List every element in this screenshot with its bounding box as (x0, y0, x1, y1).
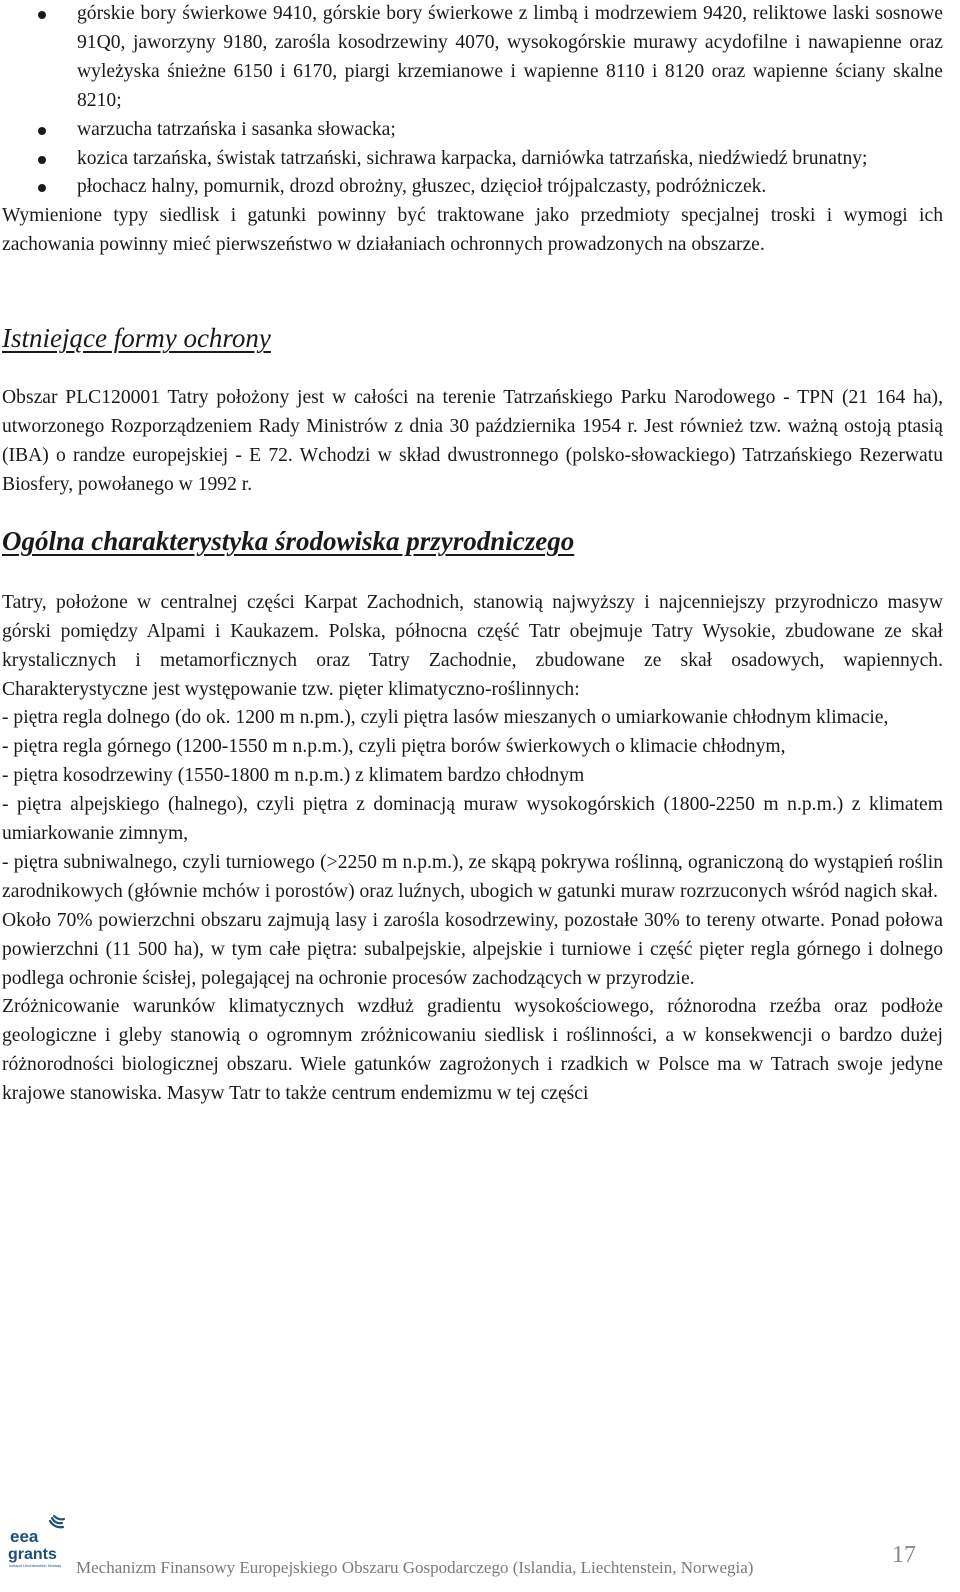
diversity-paragraph: Zróżnicowanie warunków klimatycznych wzdłuż gradientu wysokościowego, różnorodna rzeźba oraz podłoże geologiczne i gleby stanowią o ogromnym zróżnicowaniu siedlisk i roślinności, a w konsekwencji o bardzo dużej różnorodności biologicznej obszaru. Wiele gatunków zagrożonych i rzadkich w Polsce ma w Tatrach swoje jedyne krajowe stanowiska. Masyw Tatr to także centrum endemizmu w tej części (2, 996, 943, 1105)
svg-text:grants: grants (8, 1546, 57, 1563)
eea-grants-logo (8, 1514, 68, 1570)
bullet-icon (38, 184, 46, 192)
list-item (2, 173, 943, 202)
section-heading-protection-forms: Istniejące formy ochrony (2, 323, 271, 354)
list-item (2, 145, 943, 174)
forest-coverage-paragraph: Około 70% powierzchni obszaru zajmują lasy i zarośla kosodrzewiny, pozostałe 30% to tereny otwarte. Ponad połowa powierzchni (11 500 ha), w tym całe piętra: subalpejskie, alpejskie i turniowe i część pięter regla górnego i dolnego podlega ochronie ścisłej, polegającej na ochronie procesów zachodzących w przyrodzie. (2, 909, 943, 989)
page-content (2, 0, 943, 1109)
list-item-text: kozica tarzańska, świstak tatrzański, sichrawa karpacka, darniówka tatrzańska, niedźwiedź brunatny; (77, 147, 868, 169)
list-item-text: warzucha tatrzańska i sasanka słowacka; (77, 118, 396, 140)
footer-caption: Mechanizm Finansowy Europejskiego Obszaru Gospodarczego (Islandia, Liechtenstein, Norwegia) (76, 1558, 754, 1577)
zone-paragraph: - piętra regla dolnego (do ok. 1200 m n.pm.), czyli piętra lasów mieszanych o umiarkowanie chłodnym klimacie, (2, 707, 889, 729)
svg-text:eea: eea (10, 1527, 39, 1546)
page-number: 17 (892, 1542, 916, 1568)
intro-paragraph: Wymienione typy siedlisk i gatunki powinny być traktowane jako przedmioty specjalnej troski i wymogi ich zachowania powinny mieć pierwszeństwo w działaniach ochronnych prowadzonych na obszarze. (2, 205, 943, 256)
zone-paragraph: - piętra alpejskiego (halnego), czyli piętra z dominacją muraw wysokogórskich (1800-2250 m n.p.m.) z klimatem umiarkowanie zimnym, (2, 794, 943, 845)
zone-paragraph: - piętra kosodrzewiny (1550-1800 m n.p.m.) z klimatem bardzo chłodnym (2, 765, 585, 787)
protection-forms-paragraph: Obszar PLC120001 Tatry położony jest w całości na terenie Tatrzańskiego Parku Narodowego - TPN (21 164 ha), utworzonego Rozporządzeniem Rady Ministrów z dnia 30 października 1954 r. Jest również tzw. ważną ostoją ptasią (IBA) o randze europejskiej - E 72. Wchodzi w skład dwustronnego (polsko-słowackiego) Tatrzańskiego Rezerwatu Biosfery, powołanego w 1992 r. (2, 387, 943, 495)
list-item (2, 116, 943, 145)
environment-paragraph: Tatry, położone w centralnej części Karpat Zachodnich, stanowią najwyższy i najcenniejszy przyrodniczo masyw górski pomiędzy Alpami i Kaukazem. Polska, północna część Tatr obejmuje Tatry Wysokie, zbudowane ze skał krystalicznych i metamorficznych oraz Tatry Zachodnie, zbudowane ze skał osadowych, wapiennych. Charakterystyczne jest występowanie tzw. pięter klimatyczno-roślinnych: (2, 591, 943, 700)
svg-text:Iceland Liechtenstein Norway: Iceland Liechtenstein Norway (9, 1563, 62, 1568)
species-bullet-list (2, 0, 943, 202)
page-footer (0, 1508, 960, 1592)
list-item (2, 0, 943, 116)
zone-paragraph: - piętra regla górnego (1200-1550 m n.p.m.), czyli piętra borów świerkowych o klimacie chłodnym, (2, 736, 786, 758)
list-item-text: płochacz halny, pomurnik, drozd obrożny, głuszec, dzięcioł trójpalczasty, podróżniczek. (77, 176, 767, 198)
bullet-icon (38, 127, 46, 135)
section-heading-environment: Ogólna charakterystyka środowiska przyrodniczego (2, 525, 575, 556)
bullet-icon (38, 156, 46, 164)
zone-paragraph: - piętra subniwalnego, czyli turniowego (>2250 m n.p.m.), ze skąpą pokrywa roślinną, ograniczoną do wystąpień roślin zarodnikowych (głównie mchów i porostów) oraz luźnych, ubogich w gatunki muraw rozrzuconych wśród nagich skał. (2, 851, 943, 902)
list-item-text: górskie bory świerkowe 9410, górskie bory świerkowe z limbą i modrzewiem 9420, reliktowe laski sosnowe 91Q0, jaworzyny 9180, zarośla kosodrzewiny 4070, wysokogórskie murawy acydofilne i nawapienne oraz wyleżyska śnieżne 6150 i 6170, piargi krzemianowe i wapienne 8110 i 8120 oraz wapienne ściany skalne 8210; (77, 3, 943, 111)
bullet-icon (38, 11, 46, 19)
